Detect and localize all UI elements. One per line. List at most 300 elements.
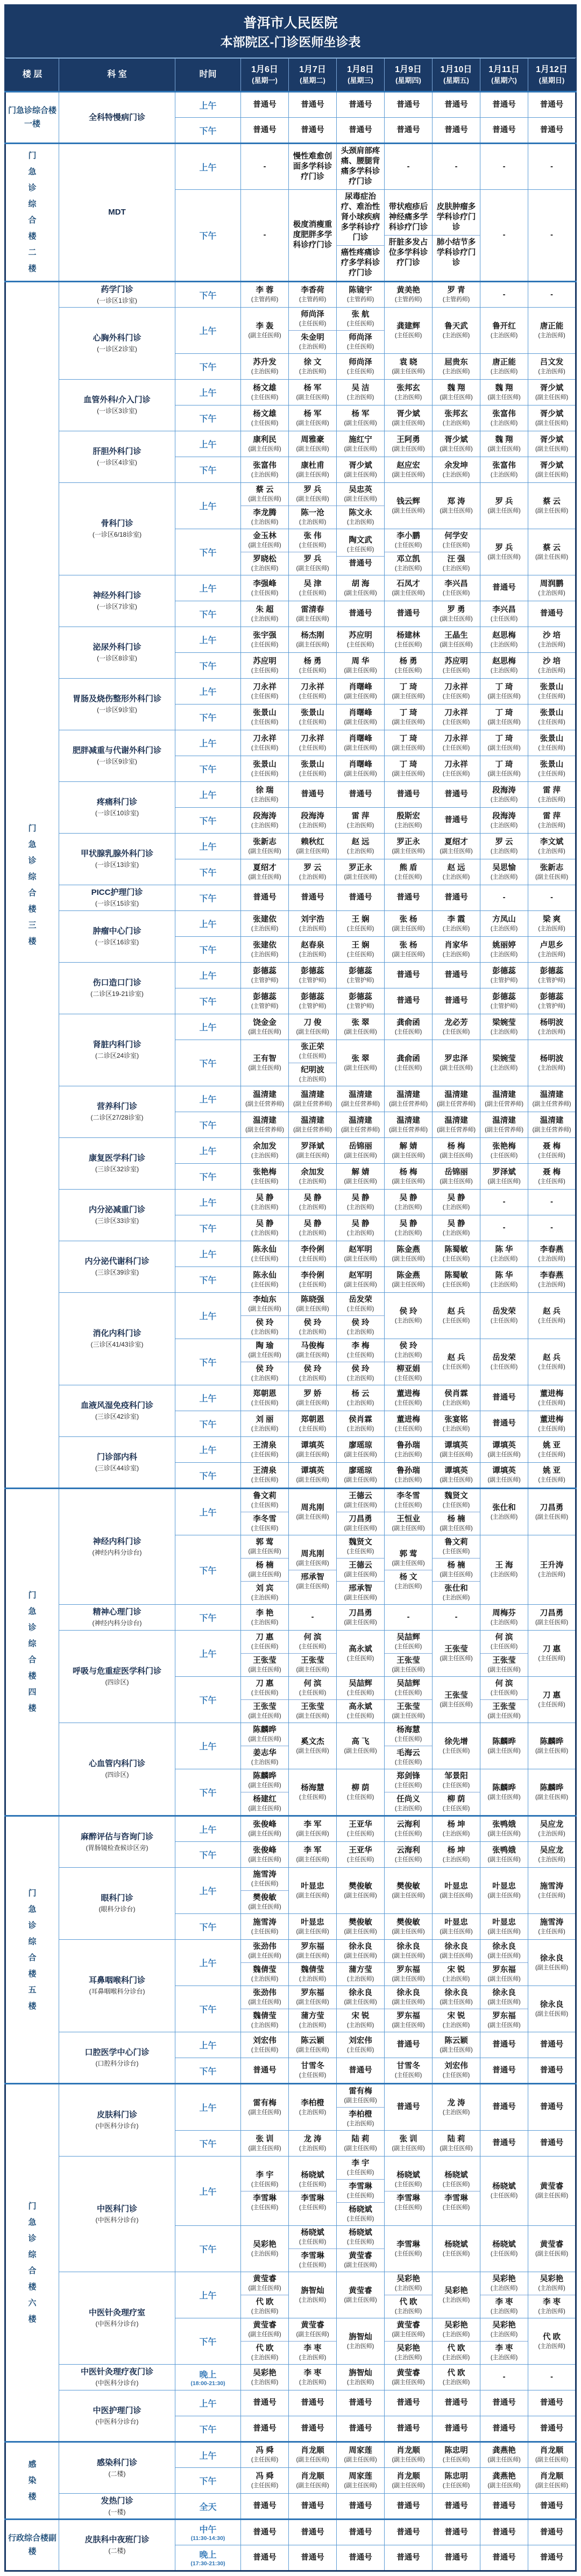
doctor-name: 李柏橙 [349,2110,372,2119]
doctor-name: 陈 华 [495,1271,513,1280]
schedule-cell [337,1190,385,1215]
doctor-title: (主任医师) [394,873,422,880]
time-cell: 下午 [175,2318,241,2365]
doctor-title: (主任医师) [346,368,374,375]
dept-room: (一诊区15诊室) [95,900,139,907]
doctor-entry [433,861,480,884]
schedule-cell [385,457,433,483]
doctor-name: 马俊梅 [301,1342,324,1350]
slot-entry [241,98,288,112]
doctor-title: (主任医师) [490,2250,518,2257]
schedule-cell [289,1086,337,1112]
doctor-entry [433,938,480,961]
doctor-entry [241,1339,288,1362]
doctor-name: 普通号 [444,893,468,902]
dept-name: 发热门诊 [101,2496,133,2506]
doctor-entry [337,1464,384,1486]
doctor-name: 肖龙顺 [540,2472,564,2481]
dept-cell [59,730,175,782]
doctor-title: (副主任医师) [296,1306,329,1312]
doctor-entry [241,680,288,703]
doctor-title: (副主任医师) [535,1619,568,1626]
schedule-cell [337,679,385,705]
schedule-cell [528,2032,576,2058]
doctor-entry [433,1642,480,1665]
doctor-entry [528,938,575,961]
doctor-title: (副主任医师) [248,1856,281,1863]
dept-room: (胃肠镜检查候诊区旁) [86,1844,148,1852]
schedule-cell [528,92,576,118]
doctor-name: 张艳梅 [492,1142,516,1151]
slot-entry [480,2551,528,2565]
doctor-entry [289,2009,336,2032]
schedule-cell [241,2157,289,2226]
schedule-cell [385,834,433,859]
schedule-cell [528,1723,576,1769]
doctor-entry [241,1916,288,1938]
dept-room: (二诊区27/28诊室) [90,1114,144,1121]
day-week: (星期四) [395,76,421,84]
doctor-entry [289,1880,336,1902]
doctor-entry [289,1818,336,1840]
doctor-title: (主任医师) [251,1477,279,1483]
doctor-title: (主任医师) [346,1548,374,1555]
doctor-title: (副主任营养师) [485,1100,523,1107]
floor-label: 行政综合楼副楼 [8,2533,56,2556]
doctor-name: 吴 津 [303,579,322,588]
floor-cell [5,2084,59,2442]
schedule-cell [241,2226,289,2272]
schedule-cell [433,431,480,457]
schedule-cell [433,1241,480,1267]
doctor-entry [385,1818,432,1840]
doctor-title: (副主任医师) [296,496,329,502]
doctor-entry [337,1243,384,1265]
doctor-name: 陈 华 [495,1245,513,1254]
dept-cell [59,2520,175,2571]
doctor-name: 罗东福 [301,1942,324,1951]
doctor-title: (主任医师) [346,321,374,327]
day-date: 1月9日 [395,65,422,74]
schedule-cell [480,834,528,859]
doctor-title: (主任医师) [346,1831,374,1837]
doctor-title: (副主任医师) [248,1064,281,1071]
schedule-cell [528,937,576,963]
time-cell: 上午 [175,1940,241,1986]
doctor-title: (主任医师) [346,1713,374,1719]
time-cell: 下午 [175,1677,241,1723]
doctor-name: 普通号 [396,2553,420,2562]
doctor-title: (主任医师) [251,1690,279,1696]
schedule-cell [241,308,289,354]
doctor-name: 柳亚娟 [396,1365,420,1374]
doctor-name: 普通号 [492,2528,516,2537]
doctor-title: (副主任医师) [344,2097,377,2104]
doctor-name: 廖瑶琼 [349,1467,372,1475]
doctor-title: (主任医师) [251,2046,279,2053]
schedule-cell [480,1489,528,1535]
dept-name: 心胸外科门诊 [93,333,141,343]
doctor-entry [528,1642,575,1665]
empty-entry [480,160,528,174]
doctor-name: 王张莹 [396,1656,420,1665]
dept-cell [59,575,175,627]
doctor-name: 张 翠 [351,1018,370,1027]
doctor-title: (主管护师) [346,1002,374,1009]
dept-name: 内分泌代谢科门诊 [84,1257,150,1266]
doctor-name: 杨晓斌 [444,2240,468,2249]
doctor-entry [433,283,480,306]
schedule-row [5,1190,576,1215]
doctor-entry [480,2238,528,2260]
doctor-title: (主任医师) [394,2181,422,2188]
time-cell: 下午 [175,2416,241,2442]
slot-entry [480,2422,528,2436]
doctor-entry [337,1140,384,1162]
doctor-title: (主管药师) [346,296,374,303]
schedule-cell [433,575,480,601]
doctor-entry [528,1916,575,1938]
doctor-entry [289,1844,336,1866]
doctor-name: 李小鹏 [396,532,420,540]
doctor-entry [528,319,575,342]
doctor-name: 董进梅 [540,1415,564,1424]
schedule-cell [241,1605,289,1631]
doctor-name: 李 宇 [256,2171,274,2180]
doctor-entry [528,654,575,677]
schedule-cell [385,1605,433,1631]
doctor-name: 刀 惠 [256,1680,274,1688]
doctor-title: (主治医师) [394,1477,422,1483]
doctor-entry [480,1631,528,1653]
doctor-title: (副主任医师) [248,1736,281,1742]
schedule-cell [241,2058,289,2084]
doctor-name: 袁 晓 [399,358,417,367]
slot-entry [337,190,384,245]
schedule-cell [528,911,576,937]
doctor-title: (主任医师) [346,1794,374,1801]
doctor-name: 罗 兵 [303,486,322,494]
doctor-entry [433,1243,480,1265]
schedule-cell [385,2494,433,2520]
schedule-cell [337,1241,385,1267]
doctor-title: (主治医师) [442,951,470,958]
doctor-entry [480,1088,528,1111]
doctor-name: 温清建 [349,1090,372,1099]
doctor-title: (副主任医师) [296,1477,329,1483]
schedule-cell [289,705,337,730]
schedule-cell [289,118,337,144]
doctor-entry [385,1746,432,1769]
schedule-cell [337,1293,385,1339]
doctor-entry [433,1792,480,1815]
doctor-title: (副主任医师) [487,1794,521,1801]
time-cell: 上午 [175,1385,241,1411]
doctor-name: 龙必芳 [444,1018,468,1027]
doctor-name: 温清建 [396,1116,420,1125]
slot-entry [528,2422,575,2436]
schedule-row [5,2494,576,2520]
doctor-title: (副主任医师) [296,848,329,855]
doctor-title: (主治医师) [538,2343,565,2350]
doctor-name: 普通号 [396,100,420,109]
schedule-row [5,911,576,937]
doctor-title: (副主任医师) [344,1892,377,1899]
schedule-cell [385,963,433,988]
doctor-name: 徐永良 [349,1989,372,1997]
doctor-entry [337,732,384,755]
dept-name: 麻醉评估与咨询门诊 [80,1832,153,1841]
doctor-title: (主任医师) [251,641,279,648]
doctor-title: (主任医师) [442,1255,470,1262]
doctor-name: 鲁文莉 [444,1538,468,1547]
doctor-title: (主任医师) [442,2482,470,2489]
slot-entry [528,98,575,112]
doctor-title: (副主任医师) [440,1655,473,1662]
doctor-name: 徐永良 [492,1942,516,1951]
dept-room: (二诊区19-21诊室) [90,990,144,998]
doctor-title: (主治医师) [346,848,374,855]
doctor-name: 蔡 云 [542,497,561,506]
doctor-name: 龚建辉 [396,322,420,331]
schedule-cell [385,2226,433,2272]
doctor-title: (副主任医师) [344,1178,377,1185]
time-cell: 上午 [175,1437,241,1463]
doctor-entry [480,861,528,884]
schedule-cell [480,405,528,431]
schedule-cell [337,1267,385,1293]
doctor-entry [480,2295,528,2318]
doctor-entry [337,1781,384,1804]
doctor-entry [480,1243,528,1265]
doctor-title: (副主任医师) [440,1525,473,1532]
doctor-title: (主任医师) [346,1690,374,1696]
floor-cell [5,144,59,282]
empty-entry [528,2370,575,2385]
schedule-cell [480,2416,528,2442]
schedule-cell [289,483,337,529]
slot-entry [385,994,432,1008]
doctor-entry [528,1880,575,1902]
time-cell: 上午 [175,1723,241,1769]
schedule-cell [289,2318,337,2365]
doctor-title: (主任医师) [538,1892,565,1899]
schedule-cell [289,1138,337,1164]
empty-entry [528,228,575,243]
doctor-title: (主治医师) [394,1317,422,1324]
doctor-title: (主治医师) [299,1976,327,1982]
doctor-title: (副主任医师) [535,419,568,426]
schedule-cell [433,1267,480,1293]
doctor-name: 李柏橙 [301,2098,324,2108]
doctor-name: 王张莹 [253,1656,277,1665]
doctor-entry [241,2191,288,2214]
doctor-entry [289,529,336,552]
time-cell: 下午 [175,190,241,282]
dept-name: 皮肤科中夜班门诊 [84,2535,150,2544]
doctor-title: (副主任医师) [296,419,329,426]
doctor-entry [337,2107,384,2130]
doctor-name: - [263,162,266,171]
doctor-entry [433,2284,480,2307]
doctor-name: 魏贤文 [349,1538,372,1547]
doctor-name: 普通号 [349,609,372,618]
doctor-title: (副主任医师) [487,718,521,725]
schedule-cell [337,529,385,575]
schedule-cell [289,1112,337,1138]
doctor-name: 旃智灿 [301,2286,324,2295]
schedule-cell [337,2416,385,2442]
slot-entry [385,2499,432,2514]
doctor-name: 丁 琦 [399,682,417,692]
day-week: (星期六) [491,76,517,84]
schedule-cell [241,380,289,405]
doctor-name: 普通号 [253,2553,277,2562]
schedule-cell [337,405,385,431]
doctor-entry [480,1305,528,1327]
floor-label: 门急诊综合楼三楼 [28,823,37,946]
doctor-entry [433,2470,480,2492]
doctor-entry [480,706,528,729]
doctor-name: 岳发荣 [492,1307,516,1316]
doctor-entry [433,1165,480,1188]
time-range: (11:30-14:30) [190,2535,225,2542]
schedule-row [5,575,576,601]
slot-entry [385,2551,432,2565]
time-cell: 下午 [175,1164,241,1190]
doctor-title: (副主任医师) [487,1999,521,2005]
doctor-entry [337,2009,384,2032]
doctor-entry [337,861,384,884]
doctor-name: 施红宁 [349,435,372,444]
schedule-cell [433,2226,480,2272]
doctor-entry [480,2341,528,2364]
doctor-entry [528,2295,575,2318]
doctor-title: (主任医师) [251,2204,279,2211]
slot-entry [480,581,528,595]
doctor-entry [433,706,480,729]
doctor-entry [241,355,288,378]
schedule-cell [289,92,337,118]
schedule-cell [480,601,528,627]
doctor-entry [480,680,528,703]
time-cell: 上午 [175,1868,241,1914]
doctor-title: (主任医师) [394,2204,422,2211]
doctor-title: (主治医师) [251,1229,279,1236]
doctor-entry [528,913,575,935]
doctor-entry [433,1016,480,1038]
schedule-cell [241,1339,289,1385]
doctor-title: (副主任医师) [487,770,521,777]
doctor-name: 邢承智 [301,1572,324,1582]
doctor-entry [289,2168,336,2191]
schedule-cell [385,2468,433,2494]
doctor-name: 高永斌 [349,1645,372,1654]
schedule-cell [528,2272,576,2318]
doctor-name: 聂 梅 [542,1168,561,1177]
day-date: 1月6日 [251,65,278,74]
doctor-name: 杨晓斌 [492,2182,516,2191]
doctor-entry [480,1699,528,1723]
doctor-title: (主治医师) [442,2296,470,2303]
doctor-title: (副主任医师) [535,445,568,452]
doctor-entry [337,2284,384,2307]
doctor-title: (副主任医师) [392,1976,425,1982]
schedule-cell [385,1437,433,1463]
doctor-name: 谭填英 [492,1441,516,1450]
doctor-name: 黄美艳 [396,286,420,295]
doctor-name: 王张莹 [253,1703,277,1711]
doctor-entry [433,603,480,625]
doctor-name: 张景山 [253,760,277,769]
schedule-cell [480,937,528,963]
schedule-cell [480,431,528,457]
doctor-name: 刘宏伟 [444,2062,468,2070]
schedule-row [5,2157,576,2226]
doctor-name: 王德云 [349,1561,372,1570]
schedule-cell [480,2131,528,2157]
doctor-name: 唐正能 [540,322,564,331]
doctor-title: (主治医师) [442,332,470,339]
time-cell: 下午 [175,354,241,380]
schedule-cell [241,808,289,834]
doctor-title: (副主任医师) [296,2482,329,2489]
schedule-cell [528,1868,576,1914]
doctor-entry [241,1114,288,1136]
doctor-title: (主治医师) [394,394,422,401]
doctor-name: 张邦玄 [444,409,468,418]
doctor-name: 陈金燕 [396,1271,420,1280]
doctor-name: 张仕和 [492,1503,516,1512]
schedule-cell [480,963,528,988]
doctor-entry [385,938,432,961]
schedule-row [5,1816,576,1842]
dept-room: (中医科分诊台) [95,2379,139,2387]
slot-entry [528,2136,575,2151]
doctor-name: 郑剑锋 [396,1772,420,1781]
doctor-name: 徐永良 [444,1942,468,1951]
doctor-name: 胥少斌 [540,409,564,418]
floor-label: 门急诊综合楼五楼 [28,1888,37,2011]
doctor-title: (副主任医师) [248,1782,281,1789]
schedule-cell [385,190,433,282]
schedule-cell [433,1086,480,1112]
schedule-cell [480,1769,528,1816]
schedule-cell [337,1463,385,1489]
doctor-name: 雷 萍 [542,786,561,795]
doctor-entry [433,1735,480,1757]
slot-entry [385,123,432,138]
schedule-cell [480,1437,528,1463]
doctor-name: 周润鹏 [540,579,564,588]
schedule-cell [385,2390,433,2416]
doctor-name: 王恒业 [396,1515,420,1524]
schedule-cell [241,405,289,431]
schedule-cell [385,92,433,118]
doctor-title: (副主任医师) [248,496,281,502]
schedule-cell [433,190,480,282]
doctor-name: 张建依 [253,915,277,924]
doctor-title: (主任医师) [394,1782,422,1789]
doctor-entry [528,1088,575,1111]
doctor-name: 柳 荫 [351,1783,370,1792]
dept-room: (口腔科分诊台) [95,2059,139,2067]
schedule-cell [385,1112,433,1138]
dept-name: 口腔医学中心门诊 [84,2047,150,2057]
dept-name: 泌尿外科门诊 [93,643,141,652]
schedule-cell [385,885,433,911]
dept-room: (中医科分诊台) [95,2216,139,2224]
